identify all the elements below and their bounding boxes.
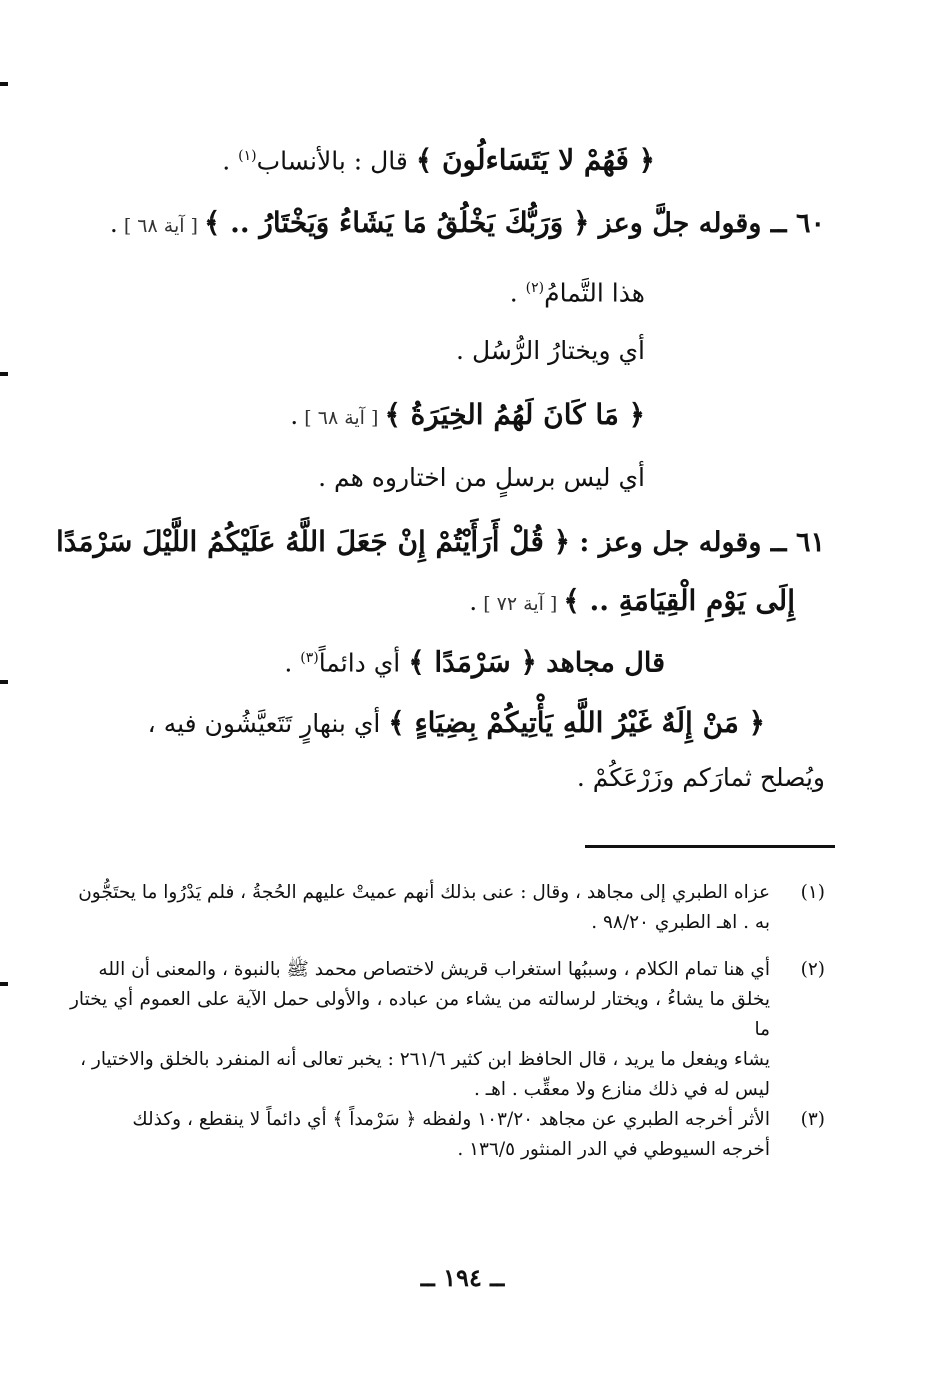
quran-verse: ﴿ وَرَبُّكَ يَخْلُقُ مَا يَشَاءُ وَيَخْتَارُ .. ﴾ xyxy=(204,206,590,239)
text-line-7 xyxy=(55,524,825,561)
line-end: . xyxy=(284,648,301,678)
footnote-line: ليس له في ذلك منازع ولا معقِّب . اهـ . xyxy=(473,1079,770,1100)
line-end: . xyxy=(509,278,526,308)
footnote-number: (٢) xyxy=(800,959,825,980)
footnote-text xyxy=(70,955,770,1105)
line-end: . xyxy=(222,146,239,176)
footnote-1 xyxy=(70,878,825,938)
verse-reference: [ آية ٦٨ ] xyxy=(117,215,205,237)
text-line-6 xyxy=(70,460,645,496)
commentary: أي ويختارُ الرُّسُل . xyxy=(456,336,645,365)
commentary: أي بنهارٍ تَتَعيَّشُون فيه ، xyxy=(147,709,389,738)
line-end: . xyxy=(109,209,118,238)
footnote-line: يخلق ما يشاءُ ، ويختار لرسالته من يشاء من عباده ، والأولى حمل الآية على العموم أي يختار ما xyxy=(70,989,770,1040)
footnote-ref: (٣) xyxy=(300,650,319,666)
footnote-ref: (١) xyxy=(238,148,257,164)
quran-verse: ﴿ فَهُمْ لا يَتَسَاءلُونَ ﴾ xyxy=(415,143,655,177)
footnote-text xyxy=(70,878,770,938)
commentary: هذا التَّمامُ xyxy=(544,278,645,308)
commentary: ويُصلح ثمارَكم وزَرْعَكُمْ . xyxy=(576,763,825,792)
footnote-2 xyxy=(70,955,825,1105)
text-line-4 xyxy=(70,333,645,369)
text-line-1 xyxy=(70,138,655,179)
footnote-ref: (٢) xyxy=(525,280,545,296)
text-line-9 xyxy=(70,640,665,681)
quran-verse: إِلَى يَوْمِ الْقِيَامَةِ .. ﴾ xyxy=(563,584,795,617)
commentary: أي دائماً xyxy=(318,648,409,678)
line-end: . xyxy=(290,401,299,430)
edge-mark xyxy=(0,82,8,86)
verse-reference: [ آية ٧٢ ] xyxy=(477,593,564,615)
narrator: قال مجاهد xyxy=(536,647,665,679)
edge-mark xyxy=(0,372,8,376)
footnote-line: عزاه الطبري إلى مجاهد ، وقال : عنى بذلك أنهم عميتْ عليهم الحُجةُ ، فلم يَدْرُوا ما يحتَجُّون xyxy=(78,882,770,903)
verse-number: ٦٠ ــ وقوله جلَّ وعز xyxy=(589,208,825,239)
text-line-10 xyxy=(70,705,765,742)
footnote-line: الأثر أخرجه الطبري عن مجاهد ١٠٣/٢٠ ولفظه ﴿ سَرْمداً ﴾ أي دائماً لا ينقطع ، وكذلك xyxy=(132,1109,770,1130)
commentary: قال : بالأنساب xyxy=(256,146,416,176)
page-number: ــ ١٩٤ ــ xyxy=(420,1263,505,1292)
commentary: أي ليس برسلٍ من اختاروه هم . xyxy=(318,463,645,492)
book-page xyxy=(55,0,825,1378)
verse-number: ٦١ ــ وقوله جل وعز : xyxy=(570,527,825,558)
verse-reference: [ آية ٦٨ ] xyxy=(298,407,385,429)
quran-verse: ﴿ قُلْ أَرَأَيْتُمْ إِنْ جَعَلَ اللَّهُ عَلَيْكُمُ اللَّيْلَ سَرْمَدًا xyxy=(55,525,571,558)
text-line-11 xyxy=(70,760,825,796)
footnote-separator xyxy=(585,845,835,848)
footnote-line: يشاء ويفعل ما يريد ، قال الحافظ ابن كثير ٢٦١/٦ : يخبر تعالى أنه المنفرد بالخلق والاختيار ، xyxy=(80,1049,770,1070)
text-line-2 xyxy=(70,205,825,244)
quran-verse: ﴿ مَنْ إِلَهٌ غَيْرُ اللَّهِ يَأْتِيكُمْ بِضِيَاءٍ ﴾ xyxy=(388,706,765,739)
footnote-line: أي هنا تمام الكلام ، وسببُها استغراب قريش لاختصاص محمد ﷺ بالنبوة ، والمعنى أن الله xyxy=(98,959,770,980)
quran-verse: ﴿ مَا كَانَ لَهُمُ الخِيَرَةُ ﴾ xyxy=(384,398,645,431)
footnote-3 xyxy=(70,1105,825,1165)
text-line-3 xyxy=(70,270,645,311)
footnote-text xyxy=(70,1105,770,1165)
text-line-5 xyxy=(70,397,645,436)
edge-mark xyxy=(0,982,8,986)
text-line-8 xyxy=(70,583,795,622)
footnote-line: به . اهـ الطبري ٩٨/٢٠ . xyxy=(591,912,770,933)
quran-verse: ﴿ سَرْمَدًا ﴾ xyxy=(408,645,537,679)
footnote-line: أخرجه السيوطي في الدر المنثور ١٣٦/٥ . xyxy=(457,1139,770,1160)
footnote-number: (٣) xyxy=(800,1109,825,1130)
footnote-number: (١) xyxy=(800,882,825,903)
line-end: . xyxy=(469,587,478,616)
edge-mark xyxy=(0,680,8,684)
